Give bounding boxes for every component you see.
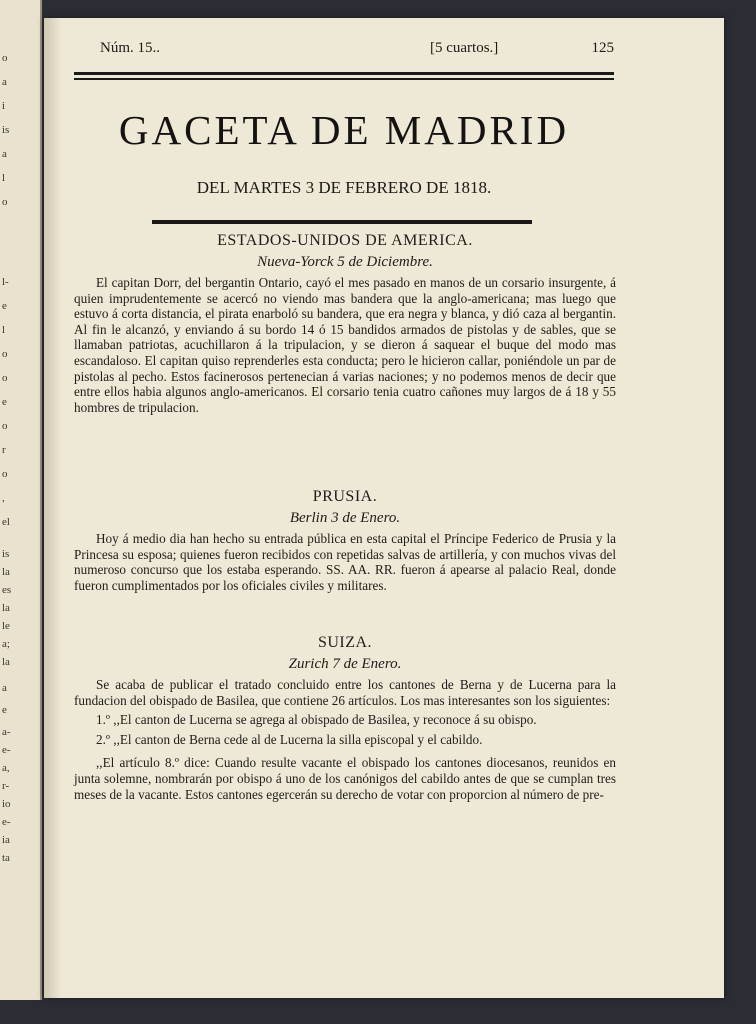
article-clause: 2.º ,,El canton de Berna cede al de Lucerna la silla episcopal y el cabildo.	[96, 731, 483, 747]
page-fragment: ta	[2, 852, 10, 864]
page-fragment: ,	[2, 492, 5, 504]
page-fragment: is	[2, 124, 10, 136]
page-fragment: l	[2, 324, 6, 336]
article-body: El capitan Dorr, del bergantin Ontario, cayó el mes pasado en manos de un corsario insurgente, á quien imprudentemente se acercó no viendo mas bandera que la anglo-americana; mas luego que estuvo á corta distancia, el pirata enarboló su bandera, que era negra y blanca, y dió caza al bergantin. Al fin le alcanzó, y enviando á su bordo 14 ó 15 bandidos armados de pistolas y de sables, que se llamaban patriotas, acuchillaron á la tripulacion, y se dieron á saquear el buque del modo mas escandaloso. El capitan quiso reprenderles esta conducta; pero le hicieron callar, poniéndole un par de pistolas al pecho. Estos facinerosos pertenecian á varias naciones; y no podemos menos de decir que entre ellos habia algunos anglo-americanos. El corsario tenia cuatro cañones muy largos de á 18 y 55 hombres de tripulacion.	[74, 275, 616, 415]
section-dateline: Nueva-Yorck 5 de Diciembre.	[257, 254, 433, 270]
page-fragment: el	[2, 516, 10, 528]
page-fragment: o	[2, 348, 8, 360]
article-body: Hoy á medio dia han hecho su entrada pública en esta capital el Príncipe Federico de Prusia y la Princesa su esposa; quienes fueron recibidos con repetidas salvas de artillería, y con muchos vivas del numeroso concurso que los estaba esperando. SS. AA. RR. fueron á apearse al palacio Real, donde fueron cumplimentados por los oficiales civiles y militares.	[74, 531, 616, 593]
header-double-rule	[74, 72, 614, 82]
page-fragment: is	[2, 548, 10, 560]
page-fragment: o	[2, 468, 8, 480]
page-fragment: e-	[2, 816, 11, 828]
issue-dateline: DEL MARTES 3 DE FEBRERO DE 1818.	[196, 178, 492, 197]
article-clause: ,,El artículo 8.º dice: Cuando resulte vacante el obispado los cantones diocesanos, reunidos en junta solemne, nombrarán por obispo á uno de los canónigos del cabildo antes de que se cumplan tres meses de la vacante. Estos cantones egercerán su derecho de votar con proporcion al número de pre-	[74, 755, 616, 802]
page-fragment: l	[2, 172, 6, 184]
page-fragment: l-	[2, 276, 9, 288]
issue-number: Núm. 15..	[100, 40, 160, 56]
adjacent-page-edge	[0, 0, 42, 1000]
page-fragment: a;	[2, 638, 10, 650]
page-fragment: a	[2, 148, 7, 160]
article-usa	[74, 232, 616, 415]
page-fragment: r-	[2, 780, 10, 792]
section-title: ESTADOS-UNIDOS DE AMERICA.	[217, 232, 473, 249]
masthead-title: GACETA DE MADRID	[118, 107, 570, 153]
page-fragment: a	[2, 76, 7, 88]
page-fragment: o	[2, 196, 8, 208]
page-fragment: o	[2, 52, 8, 64]
article-switzerland	[74, 634, 616, 802]
page-fragment: o	[2, 372, 8, 384]
page-fragment: a,	[2, 762, 10, 774]
section-title: SUIZA.	[317, 634, 373, 651]
page-fragment: e	[2, 396, 7, 408]
page-fragment: io	[2, 798, 11, 810]
newspaper-page	[44, 18, 724, 998]
page-fragment: ia	[2, 834, 10, 846]
page-fragment: es	[2, 584, 12, 596]
masthead-rule	[152, 220, 532, 224]
issue-price: [5 cuartos.]	[430, 40, 499, 56]
page-fragment: e-	[2, 744, 11, 756]
page-fragment: o	[2, 420, 8, 432]
page-fragment: a	[2, 682, 7, 694]
section-dateline: Berlin 3 de Enero.	[289, 510, 401, 526]
page-header	[100, 40, 614, 64]
section-title: PRUSIA.	[312, 488, 378, 505]
article-clause: 1.º ,,El canton de Lucerna se agrega al obispado de Basilea, y reconoce á su obispo.	[96, 712, 537, 728]
page-fragment: la	[2, 602, 10, 614]
page-number: 125	[591, 40, 614, 56]
page-fragment: a-	[2, 726, 11, 738]
page-fragment: r	[2, 444, 6, 456]
page-fragment: i	[2, 100, 6, 112]
section-dateline: Zurich 7 de Enero.	[288, 656, 402, 672]
article-intro: Se acaba de publicar el tratado concluido entre los cantones de Berna y de Lucerna para la fundacion del obispado de Basilea, que contiene 26 artículos. Los mas interesantes son los siguientes:	[74, 677, 616, 708]
page-fragment: le	[2, 620, 10, 632]
page-fragment: la	[2, 656, 10, 668]
page-fragment: e	[2, 704, 7, 716]
page-fold-shadow	[44, 18, 62, 998]
page-fragment: la	[2, 566, 10, 578]
page-fragment: e	[2, 300, 7, 312]
article-prussia	[74, 488, 616, 593]
